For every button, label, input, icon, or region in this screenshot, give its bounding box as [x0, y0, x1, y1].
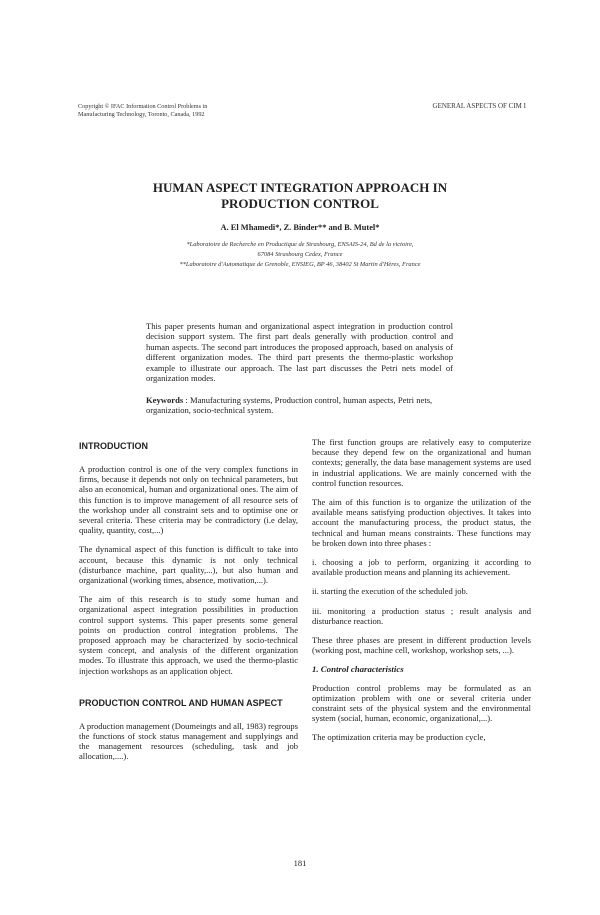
affiliation-line-2: 67084 Strasbourg Cedex, France: [257, 251, 343, 258]
paragraph: The aim of this research is to study some human and organizational aspect integration possibilities in production control support systems. This paper presents some general points on production control integration problems. The proposed approach may be characterized by socio-technical system concept, and analysis of the different organization modes. To illustrate this approach, we used the thermo-plastic injection workshops as an application object.: [79, 594, 298, 676]
keywords: [146, 395, 453, 416]
list-item: i. choosing a job to perform, organizing it according to available production means and planning its achievement.: [312, 557, 531, 578]
copyright-line-2: Manufacturing Technology, Toronto, Canada, 1992: [78, 111, 205, 118]
paragraph: The dynamical aspect of this function is difficult to take into account, because this dynamic is not only technical (disturbance machine, part quality,...), but also human and organizational (working times, absence, motivation,...).: [79, 544, 298, 586]
running-header: GENERAL ASPECTS OF CIM I: [432, 102, 526, 110]
copyright-notice: [78, 103, 298, 119]
paragraph: A production control is one of the very complex functions in firms, because it depends not only on technical parameters, but also an economical, human and organizational ones. The aim of this function is to improve management of all resource sets of the workshop under all constraint sets and to optimise one or several criteria. These criteria may be contradictory (i.e delay, quality, quantity, cost,...): [79, 464, 298, 536]
paragraph: A production management (Doumeingts and all, 1983) regroups the functions of stock status management and supplyings and the management resources (scheduling, task and job allocation,....).: [79, 720, 298, 762]
paragraph: Production control problems may be formulated as an optimization problem with one or several criteria under constraint sets of the physical system and the environmental system (social, human, economic, organizational,...).: [312, 682, 531, 724]
right-column: [312, 437, 531, 752]
heading-introduction: INTRODUCTION: [79, 441, 148, 451]
page-number: 181: [293, 858, 307, 868]
paper-title: [80, 180, 520, 212]
subheading-control-characteristics: 1. Control characteristics: [312, 664, 404, 675]
title-line-1: HUMAN ASPECT INTEGRATION APPROACH IN: [152, 180, 448, 195]
affiliation-line-1: *Laboratoire de Recherche en Productique de Strasbourg, ENSAIS-24, Bd de la victoire,: [186, 241, 414, 248]
left-column: [79, 441, 298, 771]
list-item: ii. starting the execution of the scheduled job.: [312, 586, 468, 597]
title-line-2: PRODUCTION CONTROL: [221, 196, 379, 211]
heading-production-control: PRODUCTION CONTROL AND HUMAN ASPECT: [79, 697, 283, 708]
keywords-text: : Manufacturing systems, Production control, human aspects, Petri nets, organization, socio-technical system.: [146, 395, 433, 416]
list-item: iii. monitoring a production status ; result analysis and disturbance reaction.: [312, 605, 531, 626]
paragraph: The first function groups are relatively easy to computerize because they depend few on the organizational and human contexts; generally, the data base management systems are used in industrial applications. We are mainly concerned with the control function resources.: [312, 437, 531, 488]
affiliation-line-3: **Laboratoire d'Automatique de Grenoble, ENSIEG, BP 46, 38402 St Martin d'Hères, France: [179, 261, 421, 268]
keywords-label: Keywords: [146, 395, 184, 405]
authors: A. El Mhamedi*, Z. Binder** and B. Mutel*: [220, 223, 380, 232]
paragraph: These three phases are present in different production levels (working post, machine cell, workshop, workshop sets, ...).: [312, 635, 531, 656]
copyright-line-1: Copyright © IFAC Information Control Problems in: [78, 103, 208, 110]
paragraph: The aim of this function is to organize the utilization of the available means satisfying production objectives. It takes into account the manufacturing process, the product status, the technical and human means constraints. These functions may be broken down into three phases :: [312, 497, 531, 548]
paragraph: The optimization criteria may be production cycle,: [312, 732, 486, 743]
abstract: This paper presents human and organizational aspect integration in production control decision support system. The first part deals generally with production control and human aspects. The second part introduces the proposed approach, based on analysis of different organization modes. The third part presents the thermo-plastic workshop example to illustrate our approach. The last part discusses the Petri nets model of organization modes.: [146, 321, 453, 384]
affiliations: [80, 240, 520, 270]
